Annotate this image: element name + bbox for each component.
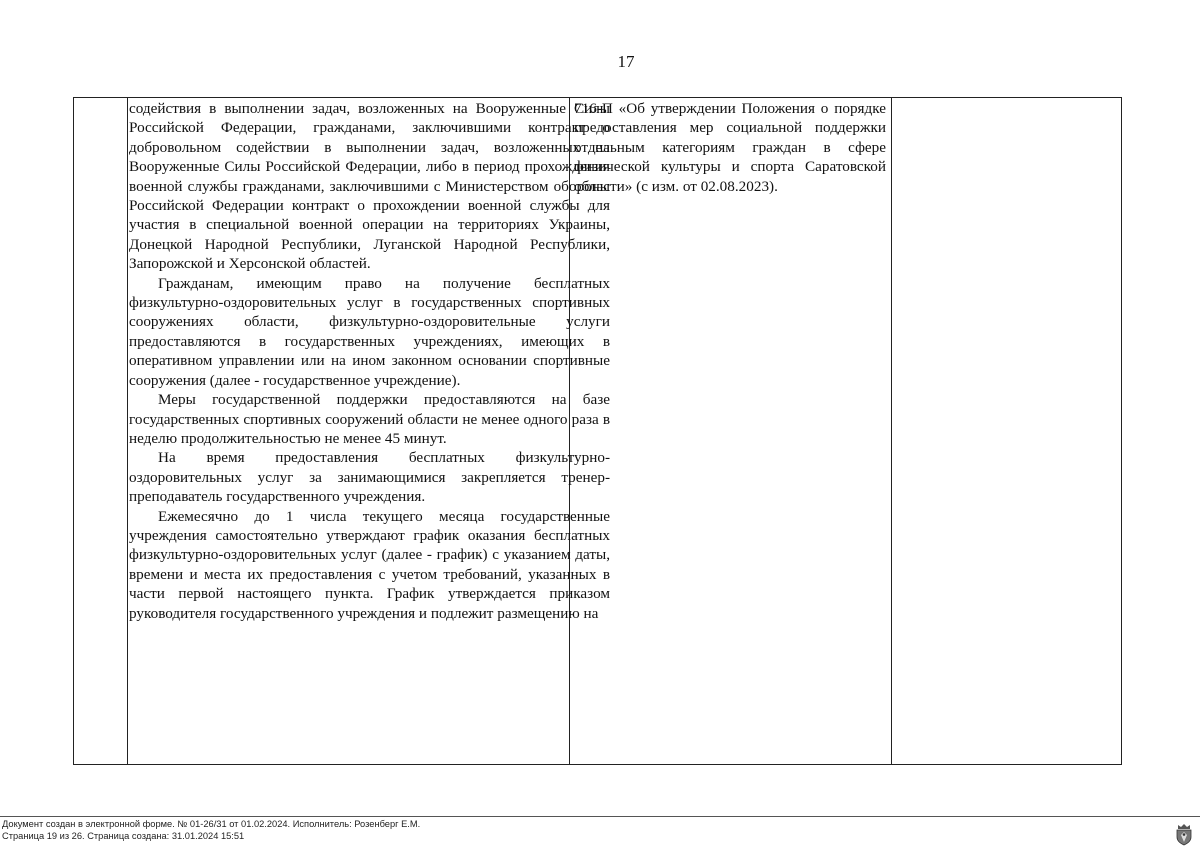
footer-page-info: Страница 19 из 26. Страница создана: 31.01.2024 15:51 bbox=[2, 831, 245, 841]
paragraph: содействия в выполнении задач, возложенных на Вооруженные Силы Российской Федерации, гражданами, заключившими контракт о добровольном содействии в выполнении задач, возложенных на Вооруженные Силы Российской Федерации, либо в период прохождения военной службы гражданами, заключившими с Министерством обороны Российской Федерации контракт о прохождении военной службы для участия в специальной военной операции на территориях Украины, Донецкой Народной Республики, Луганской Народной Республики, Запорожской и Херсонской областей. bbox=[129, 100, 610, 273]
paragraph: Ежемесячно до 1 числа текущего месяца государственные учреждения самостоятельно утверждают график оказания бесплатных физкультурно-оздоровительных услуг (далее - график) с указанием даты, времени и места их предоставления с учетом требований, указанных в части первой настоящего пункта. График утверждается приказом руководителя государственного учреждения и подлежит размещению на bbox=[129, 507, 610, 622]
law-reference: 716-П «Об утверждении Положения о порядке предоставления мер социальной поддержки отдельным категориям граждан в сфере физической культуры и спорта Саратовской области» (с изм. от 02.08.2023). bbox=[574, 100, 886, 195]
table-cell-legal-basis bbox=[569, 98, 891, 196]
paragraph: На время предоставления бесплатных физкультурно-оздоровительных услуг за занимающимися закрепляется тренер-преподаватель государственного учреждения. bbox=[129, 449, 610, 506]
table-cell-description bbox=[127, 98, 614, 623]
paragraph: Гражданам, имеющим право на получение бесплатных физкультурно-оздоровительных услуг в государственных спортивных сооружениях области, физкультурно-оздоровительные услуги предоставляются в государственных учреждениях, имеющих в оперативном управлении или на ином законном основании спортивные сооружения (далее - государственное учреждение). bbox=[129, 274, 610, 389]
document-table bbox=[73, 97, 1122, 765]
column-divider bbox=[891, 98, 892, 764]
coat-of-arms-icon bbox=[1172, 822, 1196, 846]
footer-document-info: Документ создан в электронной форме. № 01-26/31 от 01.02.2024. Исполнитель: Розенберг Е.М. bbox=[2, 819, 421, 829]
page-number: 17 bbox=[617, 52, 635, 71]
footer bbox=[2, 818, 420, 842]
footer-divider bbox=[0, 816, 1200, 817]
paragraph: Меры государственной поддержки предоставляются на базе государственных спортивных сооружений области не менее одного раза в неделю продолжительностью не менее 45 минут. bbox=[129, 391, 610, 447]
